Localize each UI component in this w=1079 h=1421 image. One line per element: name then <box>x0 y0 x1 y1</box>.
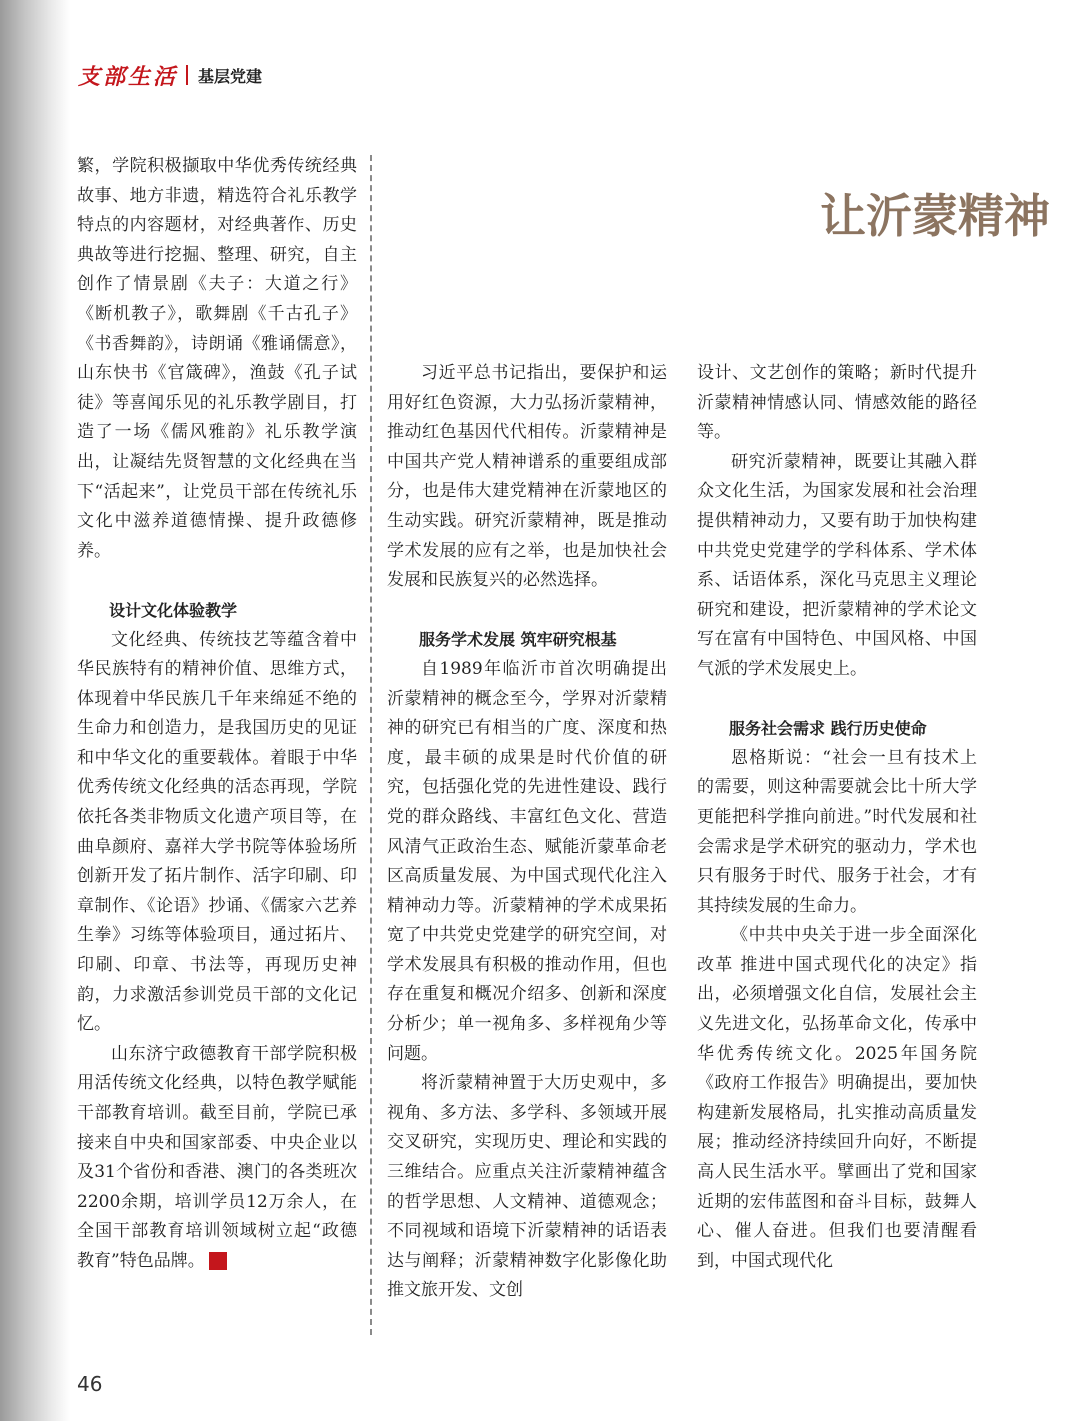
section-heading: 设计文化体验教学 <box>109 600 238 620</box>
section-name: 基层党建 <box>198 66 263 86</box>
paragraph: 繁，学院积极撷取中华优秀传统经典故事、地方非遗，精选符合礼乐教学特点的内容题材，对经典著作、历史典故等进行挖掘、整理、研究，自主创作了情景剧《夫子：大道之行》《断机教子》，歌舞剧《千古孔子》《书香舞韵》，诗朗诵《雅诵儒意》，山东快书《官箴碑》，渔鼓《孔子试徒》等喜闻乐见的礼乐教学剧目，打造了一场《儒风雅韵》礼乐教学演出，让凝结先贤智慧的文化经典在当下“活起来”，让党员干部在传统礼乐文化中滋养道德情操、提升政德修养。 <box>77 156 357 561</box>
paragraph: 《中共中央关于进一步全面深化改革 推进中国式现代化的决定》指出，必须增强文化自信，发展社会主义先进文化，弘扬革命文化，传承中华优秀传统文化。2025年国务院《政府工作报告》明确提出，要加快构建新发展格局，扎实推动高质量发展；推动经济持续回升向好，不断提高人民生活水平。擘画出了党和国家近期的宏伟蓝图和奋斗目标，鼓舞人心、催人奋进。但我们也要清醒看到，中国式现代化 <box>697 925 977 1271</box>
section-heading: 服务学术发展 筑牢研究根基 <box>419 630 617 650</box>
page-header <box>78 60 262 90</box>
article-title: 让沂蒙精神 <box>820 189 1050 243</box>
page-number: 46 <box>77 1372 103 1396</box>
column-divider <box>370 155 372 1335</box>
paragraph: 文化经典、传统技艺等蕴含着中华民族特有的精神价值、思维方式，体现着中华民族几千年来绵延不绝的生命力和创造力，是我国历史的见证和中华文化的重要载体。着眼于中华优秀传统文化经典的活态再现，学院依托各类非物质文化遗产项目等，在曲阜颜府、嘉祥大学书院等体验场所创新开发了拓片制作、活字印刷、印章制作、《论语》抄诵、《儒家六艺养生拳》习练等体验项目，通过拓片、印刷、印章、书法等，再现历史神韵，力求激活参训党员干部的文化记忆。 <box>77 629 357 1035</box>
end-mark-icon: 支 <box>209 1252 227 1270</box>
paragraph: 自1989年临沂市首次明确提出沂蒙精神的概念至今，学界对沂蒙精神的研究已有相当的广度、深度和热度，最丰硕的成果是时代价值的研究，包括强化党的先进性建设、践行党的群众路线、丰富红色文化、营造风清气正政治生态、赋能沂蒙革命老区高质量发展、为中国式现代化注入精神动力等。沂蒙精神的学术成果拓宽了中共党史党建学的研究空间，对学术发展具有积极的推动作用，但也存在重复和概况介绍多、创新和深度分析少；单一视角多、多样视角少等问题。 <box>387 658 667 1064</box>
magazine-logo: 支部生活 <box>78 63 179 90</box>
text-column-1 <box>77 152 357 1277</box>
paragraph: 设计、文艺创作的策略；新时代提升沂蒙精神情感认同、情感效能的路径等。 <box>697 363 977 443</box>
header-divider <box>186 65 188 85</box>
paragraph-text: 山东济宁政德教育干部学院积极用活传统文化经典，以特色教学赋能干部教育培训。截至目前，学院已承接来自中央和国家部委、中央企业以及31个省份和香港、澳门的各类班次2200余期，培训学员12万余人，在全国干部教育培训领域树立起“政德教育”特色品牌。 <box>77 1043 357 1271</box>
paragraph: 恩格斯说：“社会一旦有技术上的需要，则这种需要就会比十所大学更能把科学推向前进。”时代发展和社会需求是学术研究的驱动力，学术也只有服务于时代、服务于社会，才有其持续发展的生命力。 <box>697 747 977 916</box>
page-spine-shadow <box>0 0 70 1421</box>
section-heading: 服务社会需求 践行历史使命 <box>729 719 927 739</box>
text-column-2 <box>387 359 667 1306</box>
paragraph: 将沂蒙精神置于大历史观中，多视角、多方法、多学科、多领域开展交叉研究，实现历史、理论和实践的三维结合。应重点关注沂蒙精神蕴含的哲学思想、人文精神、道德观念；不同视域和语境下沂蒙精神的话语表达与阐释；沂蒙精神数字化影像化助推文旅开发、文创 <box>387 1073 667 1301</box>
paragraph: 研究沂蒙精神，既要让其融入群众文化生活，为国家发展和社会治理提供精神动力，又要有助于加快构建中共党史党建学的学科体系、学术体系、话语体系，深化马克思主义理论研究和建设，把沂蒙精神的学术论文写在富有中国特色、中国风格、中国气派的学术发展史上。 <box>697 451 977 679</box>
paragraph <box>77 1040 357 1277</box>
text-column-3 <box>697 359 977 1276</box>
paragraph: 习近平总书记指出，要保护和运用好红色资源，大力弘扬沂蒙精神，推动红色基因代代相传。沂蒙精神是中国共产党人精神谱系的重要组成部分，也是伟大建党精神在沂蒙地区的生动实践。研究沂蒙精神，既是推动学术发展的应有之举，也是加快社会发展和民族复兴的必然选择。 <box>387 363 667 591</box>
